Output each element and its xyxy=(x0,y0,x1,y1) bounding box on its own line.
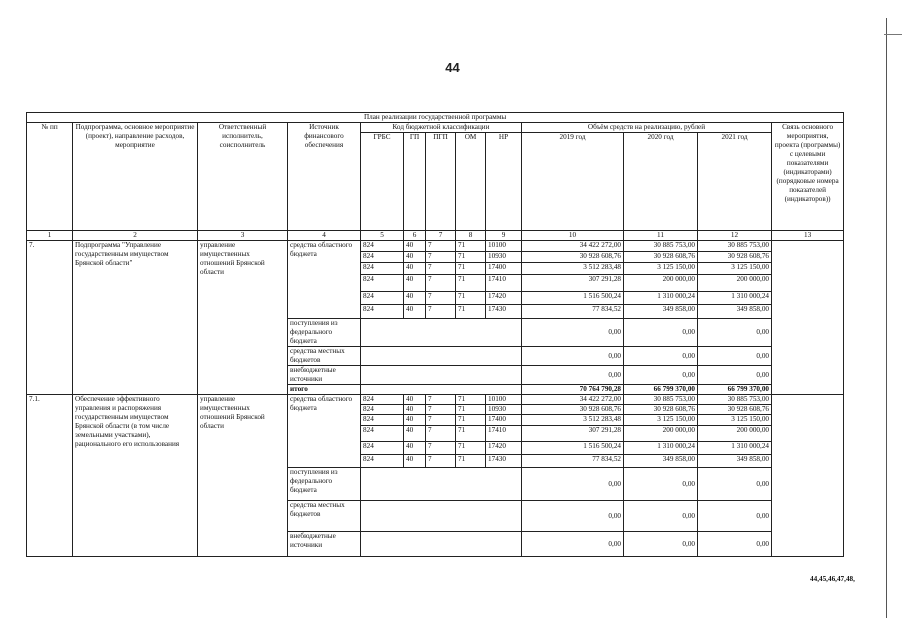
header-budget-code: Код бюджетной классификации xyxy=(361,123,522,133)
code-gp: 40 xyxy=(404,252,426,263)
code-grbs: 824 xyxy=(361,415,404,426)
code-om: 71 xyxy=(456,395,486,405)
code-pgp: 7 xyxy=(426,395,456,405)
amount-2019: 30 928 608,76 xyxy=(522,252,624,263)
code-gp: 40 xyxy=(404,292,426,305)
amount-2021: 349 858,00 xyxy=(698,305,772,319)
code-pgp: 7 xyxy=(426,405,456,415)
empty-code-cell xyxy=(361,319,522,347)
funding-source: внебюджетные источники xyxy=(288,532,361,557)
amount-2019: 307 291,28 xyxy=(522,275,624,292)
amount-2020: 0,00 xyxy=(624,366,698,385)
code-pgp: 7 xyxy=(426,455,456,468)
subprogram-name: Подпрограмма "Управление государственным имуществом Брянской области" xyxy=(73,241,198,395)
amount-2020: 0,00 xyxy=(624,347,698,366)
code-gp: 40 xyxy=(404,405,426,415)
code-gp: 40 xyxy=(404,395,426,405)
code-nr: 10100 xyxy=(486,241,522,252)
amount-2021: 200 000,00 xyxy=(698,275,772,292)
code-gp: 40 xyxy=(404,241,426,252)
amount-2019: 1 516 500,24 xyxy=(522,442,624,455)
code-nr: 10930 xyxy=(486,252,522,263)
amount-2021: 30 928 608,76 xyxy=(698,252,772,263)
scan-edge-line xyxy=(886,18,887,618)
header-responsible: Ответственный исполнитель, соисполнитель xyxy=(198,123,288,231)
table-caption: План реализации государственной программы xyxy=(27,113,844,123)
header-link: Связь основного мероприятия, проекта (программы) с целевыми показателями (индикаторами) (порядковые номера показателей (индикаторов)) xyxy=(772,123,844,231)
code-nr: 17430 xyxy=(486,305,522,319)
code-om: 71 xyxy=(456,415,486,426)
code-gp: 40 xyxy=(404,442,426,455)
row-number: 7. xyxy=(27,241,73,395)
responsible-executor: управление имущественных отношений Брянской области xyxy=(198,395,288,557)
table-row xyxy=(27,395,844,405)
code-pgp: 7 xyxy=(426,263,456,275)
funding-source: поступления из федерального бюджета xyxy=(288,468,361,501)
code-nr: 17420 xyxy=(486,292,522,305)
funding-source: средства местных бюджетов xyxy=(288,501,361,532)
responsible-executor: управление имущественных отношений Брянской области xyxy=(198,241,288,395)
table-row xyxy=(27,241,844,252)
program-plan-table xyxy=(26,112,844,557)
code-om: 71 xyxy=(456,305,486,319)
code-grbs: 824 xyxy=(361,292,404,305)
column-number: 5 xyxy=(361,231,404,241)
amount-2021: 0,00 xyxy=(698,501,772,532)
code-om: 71 xyxy=(456,275,486,292)
header-pgp: ПГП xyxy=(426,133,456,231)
code-pgp: 7 xyxy=(426,241,456,252)
code-grbs: 824 xyxy=(361,395,404,405)
code-grbs: 824 xyxy=(361,241,404,252)
code-gp: 40 xyxy=(404,415,426,426)
code-nr: 17410 xyxy=(486,426,522,442)
amount-2020: 3 125 150,00 xyxy=(624,263,698,275)
code-grbs: 824 xyxy=(361,405,404,415)
amount-2020: 349 858,00 xyxy=(624,305,698,319)
code-grbs: 824 xyxy=(361,426,404,442)
amount-2021: 3 125 150,00 xyxy=(698,415,772,426)
page-number: 44 xyxy=(445,60,460,75)
column-number: 6 xyxy=(404,231,426,241)
amount-2021: 3 125 150,00 xyxy=(698,263,772,275)
amount-2020: 200 000,00 xyxy=(624,426,698,442)
amount-2019: 30 928 608,76 xyxy=(522,405,624,415)
column-number: 2 xyxy=(73,231,198,241)
code-om: 71 xyxy=(456,252,486,263)
code-gp: 40 xyxy=(404,305,426,319)
amount-2020: 30 885 753,00 xyxy=(624,395,698,405)
column-number: 13 xyxy=(772,231,844,241)
empty-code-cell xyxy=(361,501,522,532)
amount-2020: 30 885 753,00 xyxy=(624,241,698,252)
amount-2020: 3 125 150,00 xyxy=(624,415,698,426)
amount-2020: 0,00 xyxy=(624,532,698,557)
header-2020: 2020 год xyxy=(624,133,698,231)
amount-2020: 30 928 608,76 xyxy=(624,405,698,415)
code-om: 71 xyxy=(456,426,486,442)
column-number: 4 xyxy=(288,231,361,241)
code-nr: 17400 xyxy=(486,263,522,275)
code-gp: 40 xyxy=(404,263,426,275)
funding-source: средства областного бюджета xyxy=(288,241,361,319)
row-number: 7.1. xyxy=(27,395,73,557)
code-grbs: 824 xyxy=(361,263,404,275)
amount-2021: 30 885 753,00 xyxy=(698,395,772,405)
header-subprogram: Подпрограмма, основное мероприятие (проект), направление расходов, мероприятие xyxy=(73,123,198,231)
column-number: 8 xyxy=(456,231,486,241)
empty-code-cell xyxy=(361,532,522,557)
amount-2019: 0,00 xyxy=(522,532,624,557)
code-grbs: 824 xyxy=(361,275,404,292)
header-source: Источник финансового обеспечения xyxy=(288,123,361,231)
header-2019: 2019 год xyxy=(522,133,624,231)
column-number: 9 xyxy=(486,231,522,241)
amount-2020: 1 310 000,24 xyxy=(624,442,698,455)
total-2019: 70 764 790,28 xyxy=(522,385,624,395)
amount-2021: 0,00 xyxy=(698,532,772,557)
amount-2019: 0,00 xyxy=(522,468,624,501)
column-numbers-row xyxy=(27,231,844,241)
code-nr: 17430 xyxy=(486,455,522,468)
header-funds: Объём средств на реализацию, рублей xyxy=(522,123,772,133)
code-om: 71 xyxy=(456,263,486,275)
code-gp: 40 xyxy=(404,455,426,468)
amount-2020: 0,00 xyxy=(624,501,698,532)
column-number: 7 xyxy=(426,231,456,241)
code-om: 71 xyxy=(456,405,486,415)
code-pgp: 7 xyxy=(426,292,456,305)
amount-2019: 34 422 272,00 xyxy=(522,395,624,405)
total-2020: 66 799 370,00 xyxy=(624,385,698,395)
total-label: итого xyxy=(288,385,361,395)
header-no: № пп xyxy=(27,123,73,231)
amount-2020: 349 858,00 xyxy=(624,455,698,468)
code-gp: 40 xyxy=(404,426,426,442)
amount-2021: 0,00 xyxy=(698,468,772,501)
amount-2021: 200 000,00 xyxy=(698,426,772,442)
amount-2021: 1 310 000,24 xyxy=(698,442,772,455)
caption-row xyxy=(27,113,844,123)
amount-2020: 30 928 608,76 xyxy=(624,252,698,263)
amount-2020: 0,00 xyxy=(624,468,698,501)
column-number: 11 xyxy=(624,231,698,241)
amount-2021: 30 928 608,76 xyxy=(698,405,772,415)
amount-2019: 0,00 xyxy=(522,319,624,347)
scan-corner-mark xyxy=(884,34,902,35)
code-pgp: 7 xyxy=(426,442,456,455)
amount-2019: 0,00 xyxy=(522,347,624,366)
code-pgp: 7 xyxy=(426,275,456,292)
amount-2019: 3 512 283,48 xyxy=(522,263,624,275)
amount-2019: 1 516 500,24 xyxy=(522,292,624,305)
table-body xyxy=(27,113,844,557)
funding-source: внебюджетные источники xyxy=(288,366,361,385)
code-om: 71 xyxy=(456,241,486,252)
header-nr: НР xyxy=(486,133,522,231)
amount-2020: 200 000,00 xyxy=(624,275,698,292)
header-2021: 2021 год xyxy=(698,133,772,231)
empty-code-cell xyxy=(361,468,522,501)
funding-source: поступления из федерального бюджета xyxy=(288,319,361,347)
funding-source: средства областного бюджета xyxy=(288,395,361,468)
column-number: 10 xyxy=(522,231,624,241)
amount-2021: 0,00 xyxy=(698,366,772,385)
empty-code-cell xyxy=(361,385,522,395)
code-om: 71 xyxy=(456,455,486,468)
column-number: 12 xyxy=(698,231,772,241)
code-nr: 10100 xyxy=(486,395,522,405)
funding-source: средства местных бюджетов xyxy=(288,347,361,366)
empty-code-cell xyxy=(361,366,522,385)
empty-code-cell xyxy=(361,347,522,366)
link-indicators: 44,45,46,47,48, xyxy=(810,575,855,583)
code-grbs: 824 xyxy=(361,455,404,468)
amount-2020: 1 310 000,24 xyxy=(624,292,698,305)
amount-2020: 0,00 xyxy=(624,319,698,347)
amount-2021: 0,00 xyxy=(698,347,772,366)
indicator-link-cell xyxy=(772,241,844,395)
code-nr: 17420 xyxy=(486,442,522,455)
code-gp: 40 xyxy=(404,275,426,292)
code-om: 71 xyxy=(456,442,486,455)
column-number: 1 xyxy=(27,231,73,241)
code-pgp: 7 xyxy=(426,415,456,426)
amount-2019: 0,00 xyxy=(522,501,624,532)
code-om: 71 xyxy=(456,292,486,305)
code-pgp: 7 xyxy=(426,426,456,442)
code-nr: 10930 xyxy=(486,405,522,415)
indicator-link-cell xyxy=(772,395,844,557)
amount-2021: 0,00 xyxy=(698,319,772,347)
amount-2021: 30 885 753,00 xyxy=(698,241,772,252)
amount-2019: 77 834,52 xyxy=(522,455,624,468)
column-number: 3 xyxy=(198,231,288,241)
code-grbs: 824 xyxy=(361,305,404,319)
code-grbs: 824 xyxy=(361,252,404,263)
header-gp: ГП xyxy=(404,133,426,231)
header-grbs: ГРБС xyxy=(361,133,404,231)
amount-2021: 349 858,00 xyxy=(698,455,772,468)
code-pgp: 7 xyxy=(426,252,456,263)
subprogram-name: Обеспечение эффективного управления и распоряжения государственным имуществом Брянской области (в том числе земельными участками), рационального его использования xyxy=(73,395,198,557)
amount-2019: 34 422 272,00 xyxy=(522,241,624,252)
code-nr: 17400 xyxy=(486,415,522,426)
amount-2019: 0,00 xyxy=(522,366,624,385)
amount-2019: 77 834,52 xyxy=(522,305,624,319)
total-2021: 66 799 370,00 xyxy=(698,385,772,395)
code-pgp: 7 xyxy=(426,305,456,319)
amount-2019: 3 512 283,48 xyxy=(522,415,624,426)
header-row-1 xyxy=(27,123,844,133)
header-om: ОМ xyxy=(456,133,486,231)
code-nr: 17410 xyxy=(486,275,522,292)
code-grbs: 824 xyxy=(361,442,404,455)
amount-2019: 307 291,28 xyxy=(522,426,624,442)
amount-2021: 1 310 000,24 xyxy=(698,292,772,305)
